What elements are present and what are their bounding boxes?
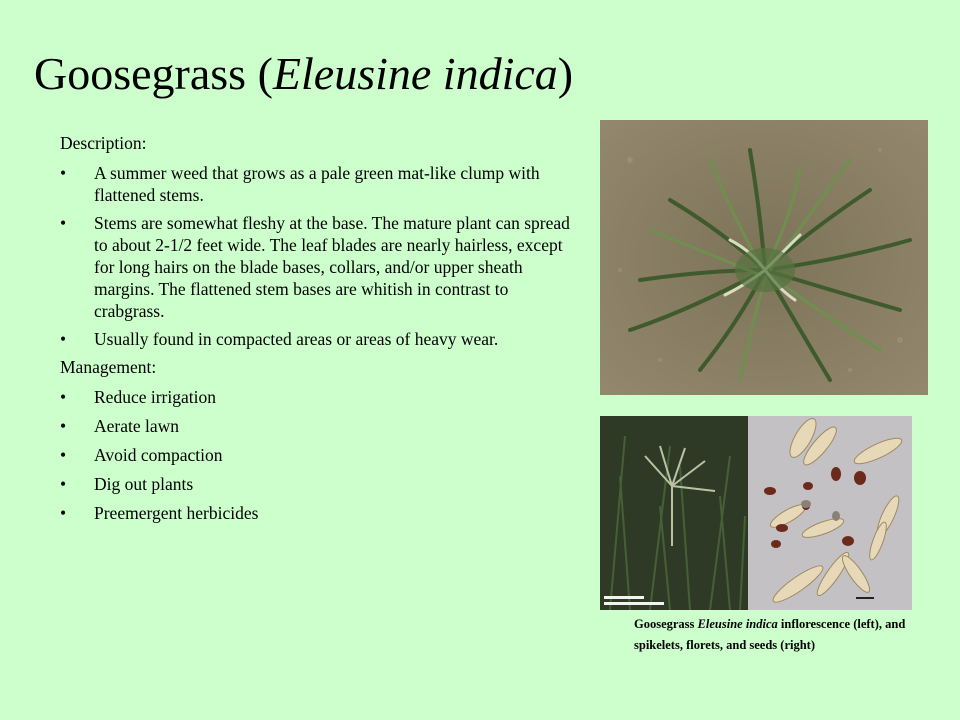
bullet-dot: • [60,329,67,349]
management-heading: Management: [60,357,157,377]
slide-title [34,46,573,102]
bullet-dot: • [60,503,67,523]
management-item-text: Aerate lawn [94,416,180,436]
description-item-text: Usually found in compacted areas or areas of heavy wear. [94,329,499,349]
management-item [60,502,570,524]
caption-suffix: inflorescence (left), and spikelets, florets, and seeds (right) [634,617,906,652]
management-item [60,473,570,495]
goosegrass-plant-photo [600,120,928,395]
title-close-paren: ) [557,48,574,99]
management-item [60,415,570,437]
description-item [60,212,570,322]
management-item-text: Dig out plants [94,474,194,494]
caption-prefix: Goosegrass [634,617,698,631]
management-item-text: Reduce irrigation [94,387,216,407]
bullet-dot: • [60,445,67,465]
title-common-name: Goosegrass [34,48,247,99]
management-item [60,386,570,408]
bullet-dot: • [60,387,67,407]
description-heading: Description: [60,133,147,153]
body-text [60,132,570,531]
description-item [60,162,570,206]
bullet-dot: • [60,163,67,183]
description-list [60,162,570,350]
bullet-dot: • [60,416,67,436]
caption-scientific-name: Eleusine indica [697,617,778,631]
title-scientific-name: Eleusine indica [272,48,558,99]
title-open-paren: ( [246,48,273,99]
goosegrass-seeds-photo [748,416,912,610]
description-item-text: Stems are somewhat fleshy at the base. The mature plant can spread to about 2-1/2 feet wide. The leaf blades are nearly hairless, except for long hairs on the blade bases, collars, and/or upper sheath margins. The flattened stem bases are whitish in contrast to crabgrass. [94,213,570,321]
management-list [60,386,570,524]
goosegrass-inflorescence-photo [600,416,748,610]
management-item-text: Preemergent herbicides [94,503,259,523]
description-item [60,328,570,350]
description-item-text: A summer weed that grows as a pale green mat-like clump with flattened stems. [94,163,540,205]
figure-caption [634,614,916,656]
bullet-dot: • [60,474,67,494]
management-item-text: Avoid compaction [94,445,223,465]
management-item [60,444,570,466]
bullet-dot: • [60,213,67,233]
